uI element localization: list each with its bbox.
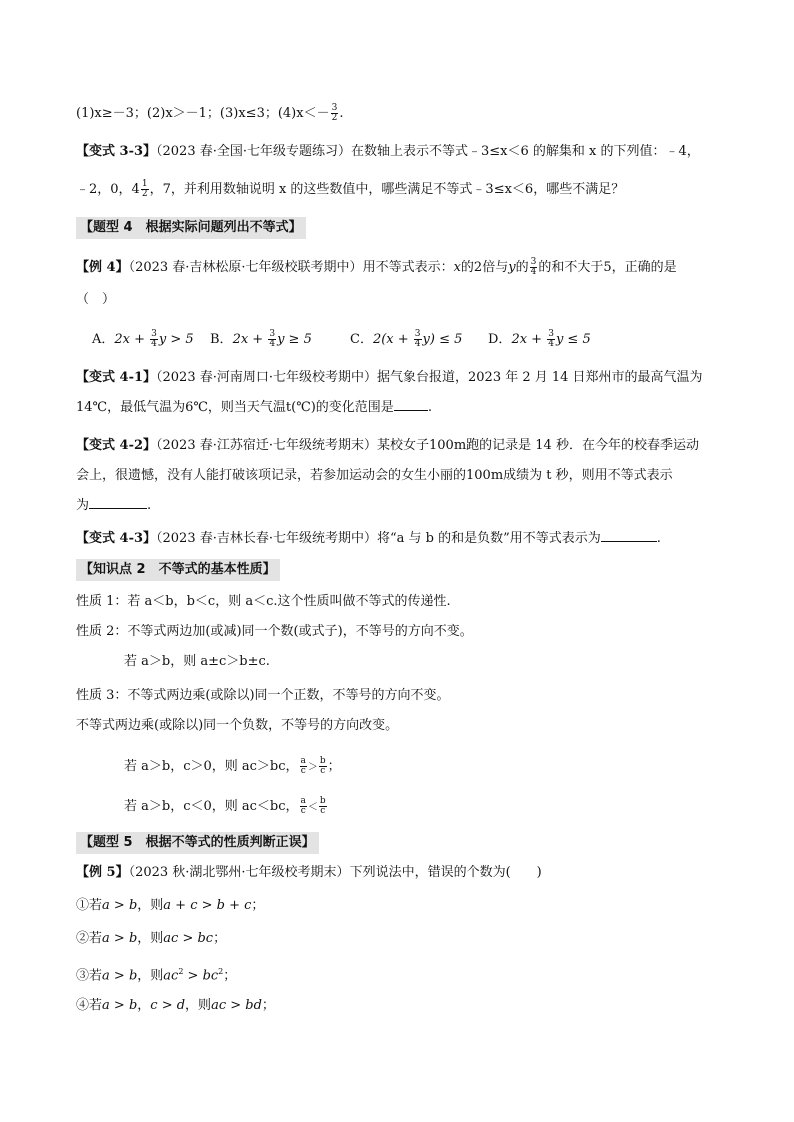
variant-3-3-cont: ﹣2，0，4 $\frac{1}{2}$ ，7，并利用数轴说明 x 的这些数值中，哪些满足不等式﹣3≤x＜6，哪些不满足？ — [76, 179, 625, 199]
section-title: 【知识点 2 不等式的基本性质】 — [76, 559, 280, 581]
fraction: $\frac{3}{4}$ — [414, 329, 421, 349]
property-2-example: 若 a＞b，则 a±c＞b±c. — [124, 654, 270, 669]
answer-blank[interactable] — [601, 529, 657, 542]
fraction: $\frac{3}{4}$ — [530, 257, 537, 277]
answer-line: (1)x≥－3；(2)x＞－1；(3)x≤3；(4)x＜－ $\frac{3}{2}$ . — [76, 103, 344, 123]
example-tag: 【例 4】 — [76, 260, 129, 275]
source: （2023 秋·湖北鄂州·七年级校考期末） — [128, 865, 350, 880]
example-tag: 【例 5】 — [76, 865, 129, 880]
answer-blank[interactable] — [89, 496, 147, 509]
variant-4-2-cont: 会上，很遗憾，没有人能打破该项记录，若参加运动会的女生小丽的100m成绩为 t 秒，则用不等式表示 — [76, 468, 673, 483]
property-2: 性质 2：不等式两边加(或减)同一个数(或式子)，不等号的方向不变。 — [76, 624, 473, 639]
variant-3-3: 【变式 3-3】（2023 春·全国·七年级专题练习）在数轴上表示不等式﹣3≤x＜6 的解集和 x 的下列值：﹣4， — [76, 144, 700, 159]
fraction: $\frac{3}{4}$ — [151, 329, 157, 349]
variant-tag: 【变式 4-1】 — [76, 370, 157, 385]
answer-text: (1)x≥－3；(2)x＞－1；(3)x≤3；(4)x＜－ — [76, 106, 330, 121]
fraction: $\frac{b}{c}$ — [319, 756, 326, 776]
fraction: $\frac{3}{4}$ — [548, 329, 554, 349]
source: （2023 春·江苏宿迁·七年级统考期末） — [156, 438, 377, 453]
option-d[interactable]: D．2x + $\frac{3}{4}$ y ≤ 5 — [488, 329, 591, 349]
knowledge-heading-2 — [76, 559, 722, 581]
variant-4-3: 【变式 4-3】（2023 春·吉林长春·七年级统考期中）将“a 与 b 的和是负数”用不等式表示为 . — [76, 531, 661, 546]
fraction: $\frac{1}{2}$ — [141, 179, 148, 199]
variant-4-2: 【变式 4-2】（2023 春·江苏宿迁·七年级统考期末）某校女子100m跑的记录是 14 秒．在今年的校春季运动 — [76, 438, 699, 453]
example-4-paren: （ ） — [76, 292, 116, 307]
statement-2: ②若a > b，则ac > bc； — [76, 931, 227, 946]
fraction: $\frac{b}{c}$ — [319, 796, 326, 816]
section-heading-5 — [76, 832, 722, 854]
option-c[interactable]: C．2(x + $\frac{3}{4}$ y) ≤ 5 — [350, 329, 463, 349]
section-title: 【题型 5 根据不等式的性质判断正误】 — [76, 832, 319, 854]
option-b[interactable]: B．2x + $\frac{3}{4}$ y ≥ 5 — [210, 329, 312, 349]
property-3-example-2: 若 a＞b，c＜0，则 ac＜bc， $\frac{a}{c}$ ＜ $\frac{b}{c}$ — [124, 796, 326, 816]
variant-4-1: 【变式 4-1】（2023 春·河南周口·七年级校考期中）据气象台报道，2023 年 2 月 14 日郑州市的最高气温为 — [76, 370, 703, 385]
fraction: $\frac{3}{2}$ — [331, 103, 338, 123]
fraction: $\frac{a}{c}$ — [300, 796, 306, 816]
example-4: 【例 4】（2023 春·吉林松原·七年级校联考期中）用不等式表示：x的2倍与y的 $\frac{3}{4}$ 的和不大于5，正确的是 — [76, 257, 677, 277]
source: （2023 春·全国·七年级专题练习） — [156, 144, 351, 159]
variant-4-2-cont2: 为 . — [76, 498, 152, 513]
example-5: 【例 5】（2023 秋·湖北鄂州·七年级校考期末）下列说法中，错误的个数为( ) — [76, 865, 542, 880]
section-heading-4 — [76, 217, 722, 239]
fraction: $\frac{3}{4}$ — [269, 329, 276, 349]
statement-4: ④若a > b，c > d，则ac > bd； — [76, 998, 275, 1013]
statement-1: ①若a > b，则a + c > b + c； — [76, 898, 265, 913]
source: （2023 春·吉林松原·七年级校联考期中） — [128, 260, 363, 275]
answer-blank[interactable] — [394, 398, 428, 411]
variant-tag: 【变式 4-2】 — [76, 438, 157, 453]
variant-4-1-cont: 14℃，最低气温为6℃，则当天气温t(℃)的变化范围是 . — [76, 400, 432, 415]
property-1: 性质 1：若 a＜b，b＜c，则 a＜c.这个性质叫做不等式的传递性. — [76, 594, 451, 609]
section-title: 【题型 4 根据实际问题列出不等式】 — [76, 217, 306, 239]
property-3: 性质 3：不等式两边乘(或除以)同一个正数，不等号的方向不变。 — [76, 688, 450, 703]
fraction: $\frac{a}{c}$ — [300, 756, 306, 776]
source: （2023 春·吉林长春·七年级统考期中） — [156, 531, 377, 546]
statement-3: ③若a > b，则$ac^2 > bc^2$； — [76, 967, 237, 984]
option-a[interactable]: A．2x + $\frac{3}{4}$ y > 5 — [92, 329, 194, 349]
variant-tag: 【变式 3-3】 — [76, 144, 157, 159]
property-3-negative: 不等式两边乘(或除以)同一个负数，不等号的方向改变。 — [76, 718, 399, 733]
source: （2023 春·河南周口·七年级校考期中） — [156, 370, 377, 385]
variant-tag: 【变式 4-3】 — [76, 531, 157, 546]
property-3-example-1: 若 a＞b，c＞0，则 ac＞bc， $\frac{a}{c}$ ＞ $\frac{b}{c}$ ； — [124, 756, 341, 776]
